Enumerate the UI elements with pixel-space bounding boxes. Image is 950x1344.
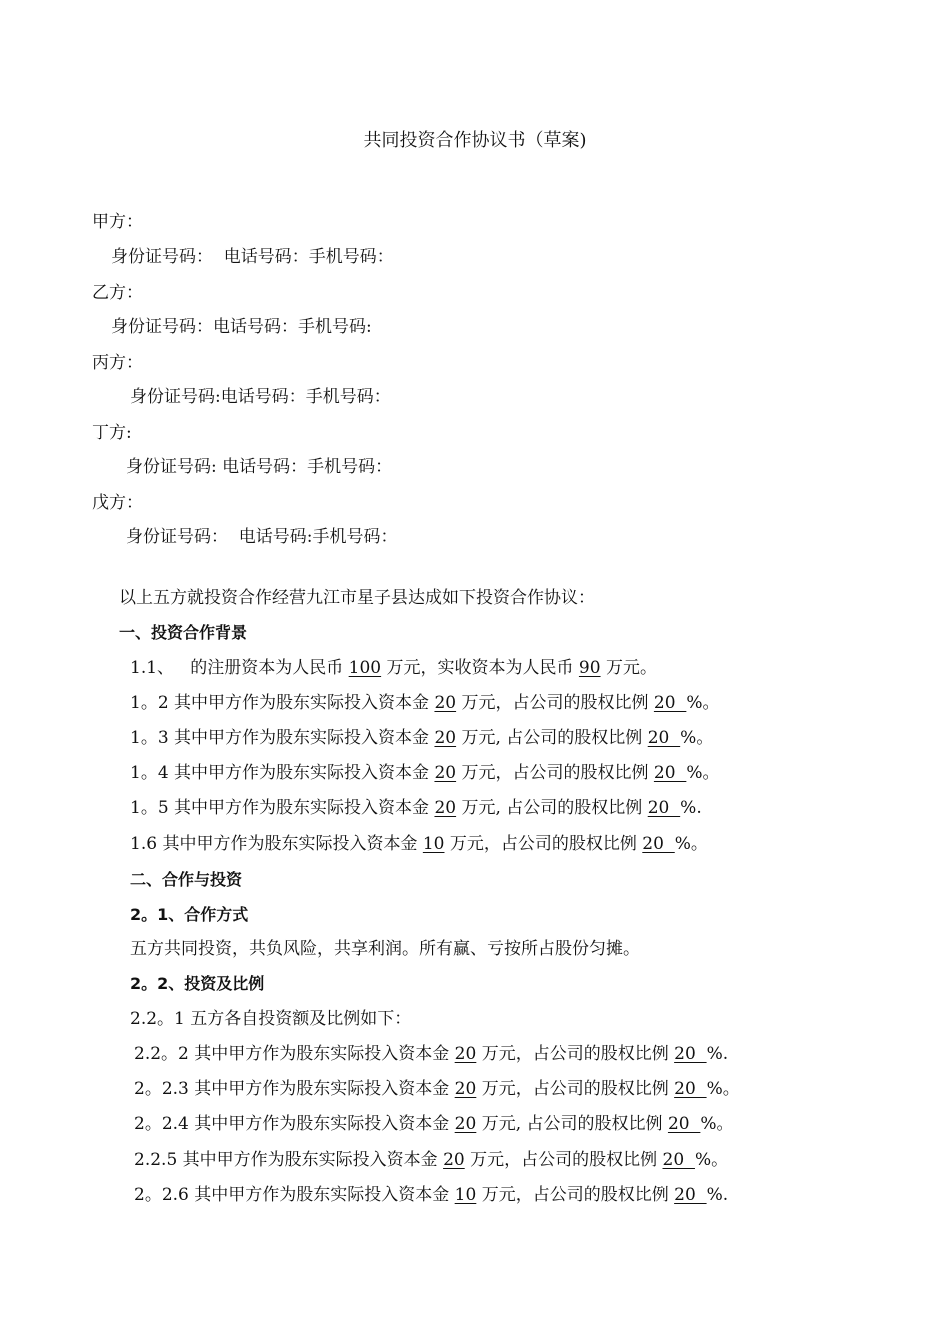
capital-amount: 20 bbox=[454, 1044, 477, 1064]
clause-text: 万元，占公司的股权比例 bbox=[456, 693, 654, 713]
clause-2-2-3 bbox=[134, 1078, 740, 1100]
clause-text: %。 bbox=[686, 763, 720, 783]
equity-ratio: 20 bbox=[667, 1114, 701, 1134]
clause-text: %。 bbox=[706, 1079, 740, 1099]
equity-ratio: 20 bbox=[662, 1150, 695, 1170]
clause-text: 1.1、 的注册资本为人民币 bbox=[130, 658, 349, 678]
equity-ratio: 20 bbox=[674, 1079, 707, 1099]
document-title: 共同投资合作协议书（草案) bbox=[363, 130, 587, 151]
clause-text: 万元, 占公司的股权比例 bbox=[476, 1114, 668, 1134]
party-bing-name: 丙方： bbox=[92, 353, 143, 373]
clause-text: 万元，占公司的股权比例 bbox=[476, 1079, 675, 1099]
party-ding-info: 身份证号码: 电话号码：手机号码： bbox=[126, 457, 393, 477]
section1-heading: 一、投资合作背景 bbox=[119, 623, 248, 642]
clause-text: 1。4 其中甲方作为股东实际投入资本金 bbox=[130, 763, 435, 783]
equity-ratio: 20 bbox=[653, 763, 687, 783]
party-jia-info: 身份证号码： 电话号码：手机号码： bbox=[111, 247, 394, 267]
clause-text: %. bbox=[706, 1044, 729, 1064]
capital-amount: 10 bbox=[422, 834, 445, 854]
clause-text: 1.6 其中甲方作为股东实际投入资本金 bbox=[130, 834, 423, 854]
clause-text: 2.2.5 其中甲方作为股东实际投入资本金 bbox=[134, 1150, 444, 1170]
paid-capital-value: 90 bbox=[578, 658, 601, 678]
clause-2-2-4 bbox=[134, 1113, 734, 1135]
capital-amount: 20 bbox=[434, 728, 457, 748]
registered-capital-value: 100 bbox=[348, 658, 382, 678]
cooperation-method-text: 五方共同投资，共负风险，共享利润。所有赢、亏按所占股份匀摊。 bbox=[130, 939, 640, 959]
clause-text: 1。2 其中甲方作为股东实际投入资本金 bbox=[130, 693, 435, 713]
clause-2-2-5 bbox=[134, 1149, 728, 1171]
clause-1-3 bbox=[130, 727, 713, 749]
clause-text: %。 bbox=[700, 1114, 734, 1134]
capital-amount: 20 bbox=[454, 1114, 477, 1134]
clause-1-2 bbox=[130, 692, 720, 714]
clause-1-1 bbox=[130, 657, 657, 679]
clause-1-6 bbox=[130, 833, 708, 855]
capital-amount: 20 bbox=[434, 798, 457, 818]
clause-text: 万元，占公司的股权比例 bbox=[444, 834, 643, 854]
equity-ratio: 20 bbox=[642, 834, 675, 854]
clause-2-2-1: 2.2。1 五方各自投资额及比例如下： bbox=[130, 1009, 412, 1029]
clause-text: 万元。 bbox=[600, 658, 657, 678]
party-wu-info: 身份证号码： 电话号码:手机号码： bbox=[126, 527, 398, 547]
clause-1-4 bbox=[130, 762, 720, 784]
clause-text: %。 bbox=[674, 834, 708, 854]
clause-text: 1。5 其中甲方作为股东实际投入资本金 bbox=[130, 798, 435, 818]
clause-2-2-2 bbox=[134, 1043, 728, 1065]
party-jia-name: 甲方： bbox=[92, 212, 143, 232]
capital-amount: 10 bbox=[454, 1185, 477, 1205]
clause-text: 万元，占公司的股权比例 bbox=[476, 1044, 675, 1064]
section2-1-heading: 2。1、合作方式 bbox=[130, 905, 249, 924]
equity-ratio: 20 bbox=[647, 728, 681, 748]
party-ding-name: 丁方: bbox=[92, 423, 132, 443]
party-yi-info: 身份证号码：电话号码：手机号码: bbox=[111, 317, 372, 337]
clause-text: 万元，实收资本为人民币 bbox=[381, 658, 579, 678]
clause-text: 万元，占公司的股权比例 bbox=[464, 1150, 663, 1170]
intro-paragraph: 以上五方就投资合作经营九江市星子县达成如下投资合作协议： bbox=[119, 588, 595, 608]
equity-ratio: 20 bbox=[674, 1044, 707, 1064]
clause-text: %. bbox=[706, 1185, 729, 1205]
clause-text: %. bbox=[680, 798, 702, 818]
party-wu-name: 戊方： bbox=[92, 493, 143, 513]
clause-text: 万元, 占公司的股权比例 bbox=[456, 798, 648, 818]
clause-text: 万元，占公司的股权比例 bbox=[456, 763, 654, 783]
clause-text: 2.2。2 其中甲方作为股东实际投入资本金 bbox=[134, 1044, 455, 1064]
capital-amount: 20 bbox=[434, 693, 457, 713]
clause-text: %。 bbox=[694, 1150, 729, 1170]
capital-amount: 20 bbox=[434, 763, 457, 783]
clause-1-5 bbox=[130, 797, 702, 819]
equity-ratio: 20 bbox=[647, 798, 681, 818]
party-yi-name: 乙方： bbox=[92, 283, 143, 303]
capital-amount: 20 bbox=[443, 1150, 465, 1170]
party-bing-info: 身份证号码:电话号码：手机号码： bbox=[130, 387, 391, 407]
clause-text: 2。2.3 其中甲方作为股东实际投入资本金 bbox=[134, 1079, 455, 1099]
clause-text: 1。3 其中甲方作为股东实际投入资本金 bbox=[130, 728, 435, 748]
clause-text: 万元, 占公司的股权比例 bbox=[456, 728, 648, 748]
section2-heading: 二、合作与投资 bbox=[130, 870, 243, 889]
clause-text: 万元，占公司的股权比例 bbox=[476, 1185, 675, 1205]
clause-2-2-6 bbox=[134, 1184, 728, 1206]
clause-text: %。 bbox=[680, 728, 714, 748]
clause-text: 2。2.4 其中甲方作为股东实际投入资本金 bbox=[134, 1114, 455, 1134]
capital-amount: 20 bbox=[454, 1079, 477, 1099]
clause-text: %。 bbox=[686, 693, 720, 713]
equity-ratio: 20 bbox=[674, 1185, 707, 1205]
clause-text: 2。2.6 其中甲方作为股东实际投入资本金 bbox=[134, 1185, 455, 1205]
section2-2-heading: 2。2、投资及比例 bbox=[130, 974, 265, 993]
equity-ratio: 20 bbox=[653, 693, 687, 713]
